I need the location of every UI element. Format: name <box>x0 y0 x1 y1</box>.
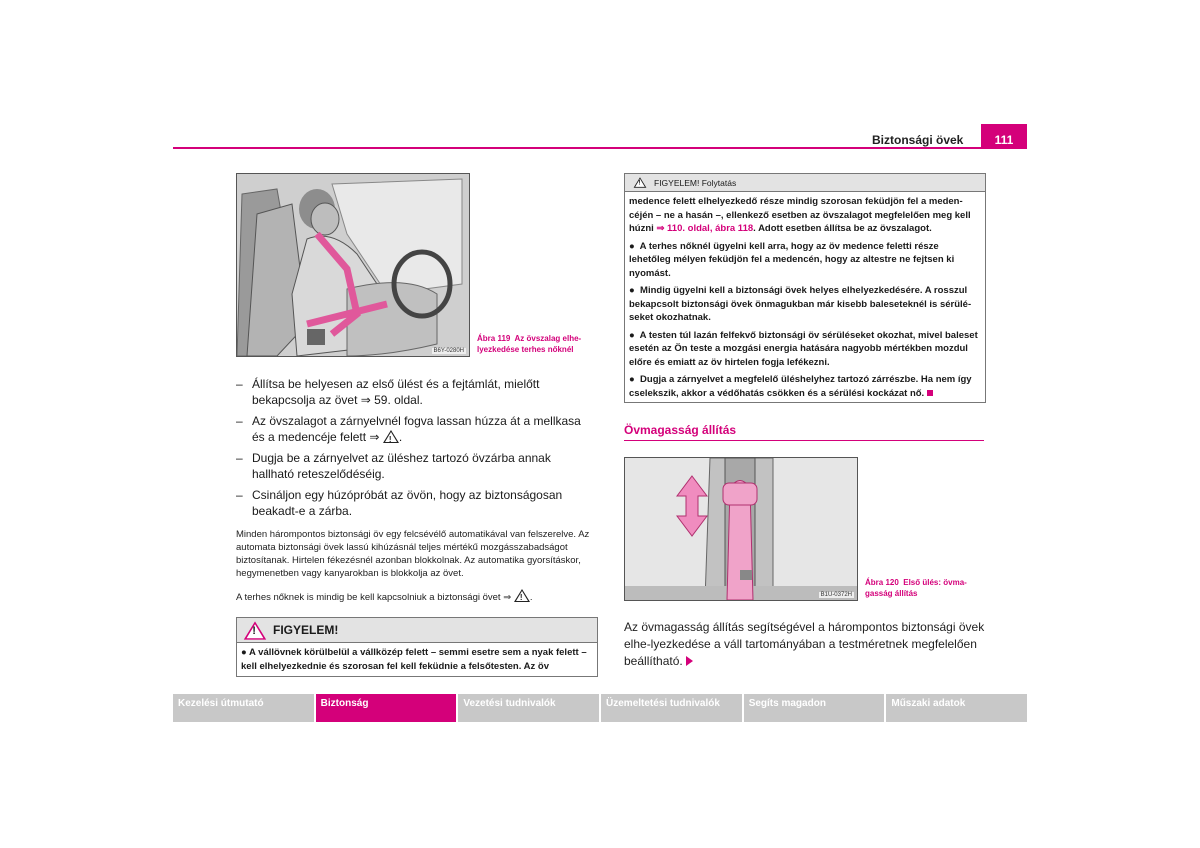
header-rule <box>173 147 1027 149</box>
belt-height-adjustment-illustration <box>625 458 857 600</box>
list-item-text: Állítsa be helyesen az első ülést és a fejtámlát, mielőtt bekapcsolja az övet ⇒ 59. oldal. <box>252 377 540 407</box>
dash: – <box>236 414 243 428</box>
caption-number: Ábra 120 <box>865 578 899 587</box>
page-number: 111 <box>981 124 1027 149</box>
warning-icon <box>244 621 266 639</box>
body-paragraph-2: A terhes nőknek is mindig be kell kapcsolniuk a biztonsági övet ⇒ ! . <box>236 589 596 604</box>
body-paragraph: Minden hárompontos biztonsági öv egy felcsévélő automatikával van felszerelve. Az automata biztonsági övek lassú kihúzásnál teljes mértékű mozgásszabadságot biztosítanak. Hirtelen fékezésnél azonban blokkolnak. Az automatika gyorsításkor, hegymenetben vagy kanyarokban is blokkolja az övet. <box>236 529 590 579</box>
warning-text-content: A vállövnek körülbelül a vállközép felett – semmi esetre sem a nyak felett – kell elhelyezkednie és szorosan fel kell feküdnie a felsőtesten. Az öv <box>241 647 587 672</box>
chapter-navigation <box>173 694 1027 722</box>
nav-tab-segits-magadon[interactable]: Segíts magadon <box>744 694 885 722</box>
figure-119-image <box>236 173 470 357</box>
dash: – <box>236 377 243 391</box>
list-item-text: Az övszalagot a zárnyelvnél fogva lassan húzza át a mellkasa és a medencéje felett ⇒ <box>252 414 581 444</box>
paragraph-text: Az övmagasság állítás segítségével a hárompontos biztonsági övek elhe-lyezkedése a váll tartományában a testméretnek megfelelően beállítható. <box>624 620 985 668</box>
warning-paragraph <box>629 195 981 236</box>
text: Mindig ügyelni kell a biztonsági övek helyes elhelyezkedésére. A rosszul bekapcsolt biztonsági övek önmagukban már kisebb baleseteknél is sérülé-seket okozhatnak. <box>629 285 972 323</box>
nav-tab-kezelesi-utmutato[interactable]: Kezelési útmutató <box>173 694 314 722</box>
body-paragraph-3 <box>624 619 994 670</box>
dash: – <box>236 488 243 502</box>
list-item <box>236 376 596 408</box>
warning-bullet: ● Dugja a zárnyelvet a megfelelő üléshelyhez tartozó zárrészbe. Ha nem így cselekszik, akkor a védőhatás csökken és a sérülési kockázat nő. <box>629 374 972 399</box>
figure-120-caption <box>865 577 985 599</box>
end-marker-icon <box>927 390 933 396</box>
warning-header <box>625 174 985 192</box>
nav-tab-biztonsag[interactable]: Biztonság <box>316 694 457 722</box>
pregnant-woman-seatbelt-illustration <box>237 174 469 356</box>
figure-119-caption <box>477 333 597 355</box>
instruction-list <box>236 376 596 524</box>
list-item-text: Dugja be a zárnyelvet az üléshez tartozó övzárba annak hallható reteszelődéséig. <box>252 451 551 481</box>
caption-text: Az övszalag elhe-lyezkedése terhes nőknél <box>477 334 582 354</box>
warning-title: FIGYELEM! <box>273 623 339 637</box>
figure-120-image <box>624 457 858 601</box>
caption-text: Első ülés: övma-gasság állítás <box>865 578 967 598</box>
figure-code: B1U-0372H <box>820 592 852 598</box>
warning-text: ● A vállövnek körülbelül a vállközép felett – semmi esetre sem a nyak felett – kell elhelyezkednie és szorosan fel kell feküdnie a felsőtesten. Az öv <box>241 647 587 672</box>
nav-tab-uzemeltetesi-tudnivalok[interactable]: Üzemeltetési tudnivalók <box>601 694 742 722</box>
warning-bullet: ● Mindig ügyelni kell a biztonsági övek helyes elhelyezkedésére. A rosszul bekapcsolt biztonsági övek önmagukban már kisebb baleseteknél is sérülé-seket okozhatnak. <box>629 285 972 323</box>
nav-tab-muszaki-adatok[interactable]: Műszaki adatok <box>886 694 1027 722</box>
nav-tab-vezetesi-tudnivalok[interactable]: Vezetési tudnivalók <box>458 694 599 722</box>
cross-reference-link[interactable]: ⇒ 110. oldal, ábra 118 <box>656 223 754 234</box>
paragraph-text: A terhes nőknek is mindig be kell kapcsolniuk a biztonsági övet ⇒ <box>236 592 512 603</box>
running-header-title: Biztonsági övek <box>872 133 964 147</box>
figure-code: B6Y-0280H <box>433 348 464 354</box>
text: A terhes nőknél ügyelni kell arra, hogy az öv medence feletti része lehetőleg mélyen feküdjön fel a medencén, hogy az altestre ne fejtsen ki nyomást. <box>629 240 955 279</box>
warning-bullet: ● A terhes nőknél ügyelni kell arra, hogy az öv medence feletti része lehetőleg mélyen feküdjön fel a medencén, hogy az altestre ne fejtsen ki nyomást. <box>629 240 955 279</box>
warning-icon <box>634 177 647 187</box>
list-item <box>236 487 596 519</box>
list-item: – Az övszalagot a zárnyelvnél fogva lassan húzza át a mellkasa és a medencéje felett ⇒ ! . <box>236 413 596 445</box>
list-item-text: Csináljon egy húzópróbát az övön, hogy az biztonságosan beakadt-e a zárba. <box>252 488 563 518</box>
section-title: Övmagasság állítás <box>624 423 984 441</box>
warning-icon <box>383 430 399 443</box>
dash: – <box>236 451 243 465</box>
list-item <box>236 450 596 482</box>
warning-title: FIGYELEM! Folytatás <box>654 177 737 188</box>
warning-header <box>237 618 597 643</box>
continue-arrow-icon <box>686 656 693 666</box>
warning-text <box>625 192 985 407</box>
warning-box-continued <box>624 173 986 403</box>
caption-number: Ábra 119 <box>477 334 511 343</box>
warning-box <box>236 617 598 677</box>
text: Dugja a zárnyelvet a megfelelő üléshelyhez tartozó zárrészbe. Ha nem így cselekszik, akkor a védőhatás csökken és a sérülési kockázat nő. <box>629 374 972 399</box>
text: medence felett elhelyezkedő része mindig szorosan feküdjön fel a meden-céjén – ne a hasán –, ellenkező esetben az övszalagot megfelelően meg kell húzni <box>629 196 971 234</box>
warning-bullet: ● A testen túl lazán felfekvő biztonsági öv sérüléseket okozhat, mivel baleset esetén az Ön teste a mozgási energia hatására nagyobb mértékben mozdul előre és emiatt az öv hirtelen fogja lefékezni. <box>629 329 978 368</box>
text: A testen túl lazán felfekvő biztonsági öv sérüléseket okozhat, mivel baleset esetén az Ön teste a mozgási energia hatására nagyobb mértékben mozdul előre és emiatt az öv hirtelen fogja lefékezni. <box>629 329 978 368</box>
text: . Adott esetben állítsa be az övszalagot. <box>753 223 932 234</box>
warning-icon <box>514 589 530 602</box>
